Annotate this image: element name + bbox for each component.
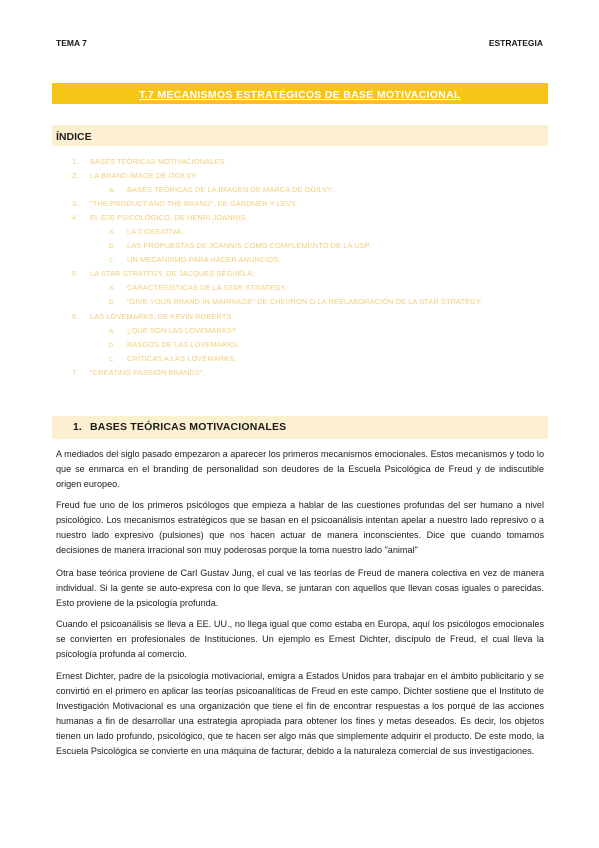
toc-item[interactable]: 6. LAS LOVEMARKS, DE KEVIN ROBERTS. bbox=[72, 312, 234, 321]
toc-subitem[interactable]: a. LA 2 CREATIVA. bbox=[109, 227, 184, 236]
body-paragraph: A mediados del siglo pasado empezaron a aparecer los primeros mecanismos emocionales. Estos mecanismos y todo lo que se enmarca en el branding de personalidad son deudores de la Escuela Psicológica de Freud y de indiscutible origen europeo. bbox=[56, 449, 544, 489]
section-number: 1. bbox=[73, 421, 82, 433]
section-title: BASES TEÓRICAS MOTIVACIONALES bbox=[90, 421, 287, 433]
body-paragraph: Cuando el psicoanálisis se lleva a EE. UU., no llega igual que como estaba en Europa, aquí los psicólogos emocionales se convierten en profesionales de Instituciones. Un ejemplo es Ernest Dichter, discípulo de Freud, el cual lleva la psicología profunda al comercio. bbox=[56, 619, 544, 659]
toc-subitem[interactable]: b. RASGOS DE LAS LOVEMARKS. bbox=[109, 340, 240, 349]
toc-subitem[interactable]: a. BASES TEÓRICAS DE LA IMAGEN DE MARCA DE OGILVY. bbox=[109, 185, 334, 194]
toc-subitem[interactable]: a. ¿QUÉ SON LAS LOVEMARKS? bbox=[109, 326, 237, 335]
body-paragraph: Freud fue uno de los primeros psicólogos que empieza a hablar de las cuestiones profundas del ser humano a nivel psicológico. Los mecanismos estratégicos que se basan en el psicoanálisis intentan apelar a nuestro lado represivo o a nuestro lado expresivo (pulsiones) que nos hacen actuar de manera inconscientes. Dice que cuando tomamos decisiones de manera irracional son muy poderosas porque la toma nuestro lado "animal" bbox=[56, 500, 544, 555]
toc-item[interactable]: 2. LA BRAND IMAGE DE OGILVY. bbox=[72, 171, 198, 180]
body-paragraph: Otra base teórica proviene de Carl Gustav Jung, el cual ve las teorías de Freud de manera colectiva en vez de manera individual. Si la gente se auto-expresa con lo que lleva, se juntaran con aquellos que llevan cosas iguales o parecidas. Esto proviene de la psicología profunda. bbox=[56, 568, 544, 608]
header-subject: ESTRATEGIA bbox=[488, 38, 543, 48]
toc-subitem[interactable]: b. LAS PROPUESTAS DE JOANNIS COMO COMPLEMENTO DE LA USP. bbox=[109, 241, 371, 250]
toc-subitem[interactable]: c. UN MECANISMO PARA HACER ANUNCIOS. bbox=[109, 255, 281, 264]
toc-item[interactable]: 5. LA STAR STRATEGY, DE JACQUES SÉGUÉLA. bbox=[72, 269, 255, 278]
section-heading-banner bbox=[52, 416, 548, 439]
toc-item[interactable]: 4. EL EJE PSICOLÓGICO, DE HENRI JOANNIS. bbox=[72, 213, 248, 222]
index-heading: ÍNDICE bbox=[56, 131, 92, 143]
page-title: T.7 MECANISMOS ESTRATÉGICOS DE BASE MOTIVACIONAL bbox=[139, 89, 461, 101]
body-paragraph: Ernest Dichter, padre de la psicología motivacional, emigra a Estados Unidos para trabajar en el ámbito publicitario y se convirtió en el primero en aplicar las teorías psicoanalíticas de Freud en este campo. Dichter sostiene que el Instituto de Investigación Motivacional es una organización que tiene el fin de encontrar respuestas a los porqué de las acciones humanas a fin de desarrollar una estrategia apropiada para obtener los fines y metas deseados. Es decir, los objetos tienen un lado profundo, psicológico, que te hacen ser algo más que simplemente adquirir el producto. De este modo, la Escuela Psicológica se convierte en una máquina de facturar, debido a la naturaleza comercial de sus investigaciones. bbox=[56, 671, 544, 756]
title-banner bbox=[52, 83, 548, 104]
header-topic: TEMA 7 bbox=[56, 38, 87, 48]
index-banner bbox=[52, 125, 548, 146]
toc-item[interactable]: 1. BASES TEÓRICAS MOTIVACIONALES. bbox=[72, 157, 227, 166]
toc-subitem[interactable]: b. "GIVE YOUR BRAND IN MARRIAGE" DE CHEVRON O LA REELABORACIÓN DE LA STAR STRATEGY. bbox=[109, 297, 483, 306]
toc-subitem[interactable]: c. CRÍTICAS A LAS LOVEMARKS. bbox=[109, 354, 237, 363]
toc-item[interactable]: 7. "CREATING PASSION BRANDS". bbox=[72, 368, 205, 377]
toc-item[interactable]: 3. "THE PRODUCT AND THE BRAND", DE GARDNER Y LEVY. bbox=[72, 199, 298, 208]
toc-subitem[interactable]: a. CARACTERÍSTICAS DE LA STAR STRATEGY. bbox=[109, 283, 287, 292]
